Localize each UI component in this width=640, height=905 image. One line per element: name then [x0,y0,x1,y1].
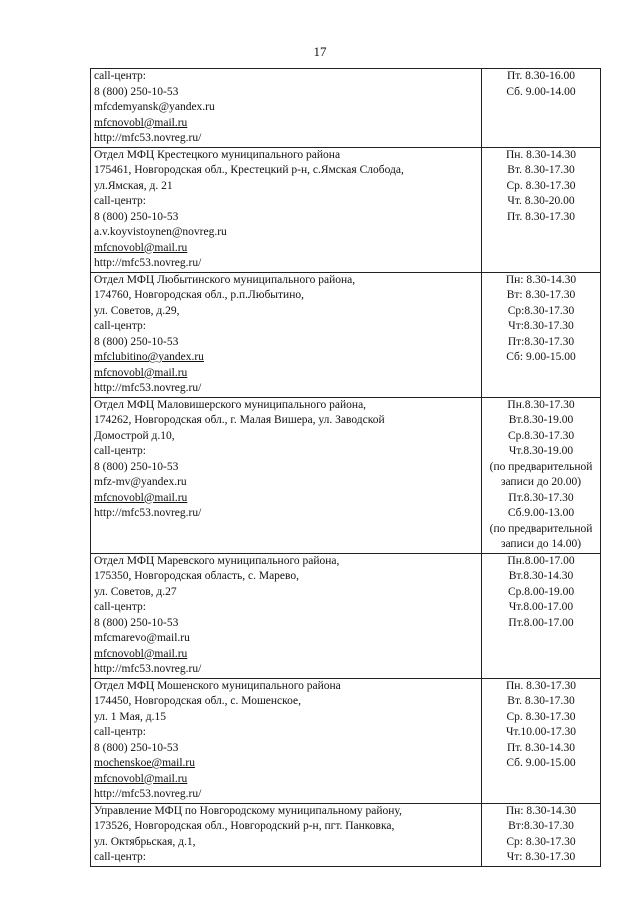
info-line: Отдел МФЦ Маревского муниципального района, [94,554,340,567]
hours-line: (по предварительной [489,460,593,473]
info-line: a.v.koyvistoynen@novreg.ru [94,226,227,238]
info-line: 8 (800) 250-10-53 [94,210,179,223]
office-row [91,678,601,803]
info-line: call-центр: [94,851,146,863]
hours-line: Пн: 8.30-14.30 [505,273,577,286]
email-link[interactable]: mfcnovobl@mail.ru [94,116,188,129]
info-line: 8 (800) 250-10-53 [94,335,179,348]
info-line: http://mfc53.novreg.ru/ [94,132,202,144]
email-link[interactable]: mfcnovobl@mail.ru [94,241,188,254]
hours-line: записи до 14.00) [500,538,582,550]
office-info-cell [91,69,482,148]
info-line: Отдел МФЦ Крестецкого муниципального района [94,148,341,161]
hours-line: Пт. 8.30-14.30 [506,741,576,754]
info-line: 174450, Новгородская обл., с. Мошенское, [94,695,302,707]
working-hours-cell [482,272,601,397]
hours-line: Ср. 8.30-17.30 [506,179,576,192]
info-line: call-центр: [94,445,146,457]
email-link[interactable]: mfcnovobl@mail.ru [94,647,188,660]
hours-line: Пн. 8.30-14.30 [505,148,577,161]
office-info-cell [91,678,482,803]
info-line: 174262, Новгородская обл., г. Малая Вишера, ул. Заводской [94,414,385,426]
hours-line: Пт. 8.30-16.00 [506,70,576,82]
hours-line: Чт: 8.30-17.30 [506,851,576,863]
hours-line: (по предварительной [489,522,593,535]
office-row [91,272,601,397]
office-row [91,553,601,678]
office-row [91,803,601,866]
working-hours-cell [482,147,601,272]
hours-line: Пт.8.00-17.00 [508,616,574,629]
page-number: 17 [313,44,327,59]
hours-line: записи до 20.00) [500,476,582,488]
info-line: mfz-mv@yandex.ru [94,476,187,488]
hours-line: Ср:8.30-17.30 [507,304,575,317]
hours-line: Сб: 9.00-15.00 [506,351,576,363]
hours-line: Пт.8.30-17.30 [508,491,574,504]
info-line: http://mfc53.novreg.ru/ [94,507,202,519]
mfc-offices-table [90,68,601,867]
working-hours-cell [482,803,601,866]
hours-line: Ср.8.30-17.30 [507,429,575,442]
hours-line: Чт:8.30-17.30 [508,320,574,332]
hours-line: Чт.8.30-19.00 [508,445,574,457]
hours-line: Вт: 8.30-17.30 [506,289,576,301]
office-row [91,147,601,272]
office-info-cell [91,272,482,397]
email-link[interactable]: mfcnovobl@mail.ru [94,772,188,785]
info-line: 173526, Новгородская обл., Новгородский р-н, пгт. Панковка, [94,820,395,832]
info-line: Управление МФЦ по Новгородскому муниципальному району, [94,804,402,817]
info-line: http://mfc53.novreg.ru/ [94,788,202,800]
hours-line: Чт.10.00-17.30 [505,726,577,738]
info-line: mfcmarevo@mail.ru [94,632,190,644]
hours-line: Пт. 8.30-17.30 [506,210,576,223]
info-line: 8 (800) 250-10-53 [94,741,179,754]
info-line: call-центр: [94,70,146,82]
office-info-cell [91,803,482,866]
email-link[interactable]: mochenskoe@mail.ru [94,757,195,769]
info-line: http://mfc53.novreg.ru/ [94,382,202,394]
info-line: ул. Советов, д.27 [94,585,177,598]
info-line: Отдел МФЦ Любытинского муниципального района, [94,273,356,286]
info-line: 175350, Новгородская область, с. Марево, [94,570,300,582]
working-hours-cell [482,553,601,678]
info-line: ул.Ямская, д. 21 [94,179,173,192]
info-line: ул. Советов, д.29, [94,304,180,317]
hours-line: Чт. 8.30-20.00 [507,195,575,207]
info-line: call-центр: [94,195,146,207]
hours-line: Чт.8.00-17.00 [508,601,574,613]
hours-line: Вт:8.30-17.30 [508,820,574,832]
working-hours-cell [482,69,601,148]
info-line: 8 (800) 250-10-53 [94,616,179,629]
info-line: Отдел МФЦ Мошенского муниципального района [94,679,341,692]
info-line: call-центр: [94,726,146,738]
hours-line: Ср. 8.30-17.30 [506,710,576,723]
info-line: mfcdemyansk@yandex.ru [94,101,215,113]
working-hours-cell [482,678,601,803]
office-row [91,69,601,148]
table-body [91,69,601,867]
info-line: http://mfc53.novreg.ru/ [94,257,202,269]
hours-line: Сб.9.00-13.00 [507,507,575,519]
hours-line: Пт:8.30-17.30 [507,335,575,348]
hours-line: Пн. 8.30-17.30 [505,679,577,692]
info-line: ул. 1 Мая, д.15 [94,710,166,723]
email-link[interactable]: mfclubitino@yandex.ru [94,351,204,363]
hours-line: Сб. 9.00-14.00 [506,85,576,98]
hours-line: Вт.8.30-19.00 [508,414,574,426]
info-line: Домострой д.10, [94,429,175,442]
hours-line: Пн.8.00-17.00 [507,554,575,567]
hours-line: Пн.8.30-17.30 [507,398,575,411]
office-info-cell [91,553,482,678]
info-line: 174760, Новгородская обл., р.п.Любытино, [94,289,304,301]
email-link[interactable]: mfcnovobl@mail.ru [94,491,188,504]
hours-line: Вт. 8.30-17.30 [507,695,575,707]
info-line: call-центр: [94,320,146,332]
hours-line: Вт. 8.30-17.30 [507,164,575,176]
info-line: Отдел МФЦ Маловишерского муниципального района, [94,398,367,411]
office-row [91,397,601,553]
info-line: call-центр: [94,601,146,613]
info-line: 8 (800) 250-10-53 [94,85,179,98]
hours-line: Вт.8.30-14.30 [508,570,574,582]
info-line: ул. Октябрьская, д.1, [94,835,196,848]
working-hours-cell [482,397,601,553]
hours-line: Ср: 8.30-17.30 [506,835,576,848]
info-line: http://mfc53.novreg.ru/ [94,663,202,675]
office-info-cell [91,397,482,553]
info-line: 8 (800) 250-10-53 [94,460,179,473]
office-info-cell [91,147,482,272]
hours-line: Ср.8.00-19.00 [507,585,575,598]
hours-line: Сб. 9.00-15.00 [506,757,576,769]
hours-line: Пн: 8.30-14.30 [505,804,577,817]
info-line: 175461, Новгородская обл., Крестецкий р-н, с.Ямская Слобода, [94,164,404,176]
email-link[interactable]: mfcnovobl@mail.ru [94,366,188,379]
